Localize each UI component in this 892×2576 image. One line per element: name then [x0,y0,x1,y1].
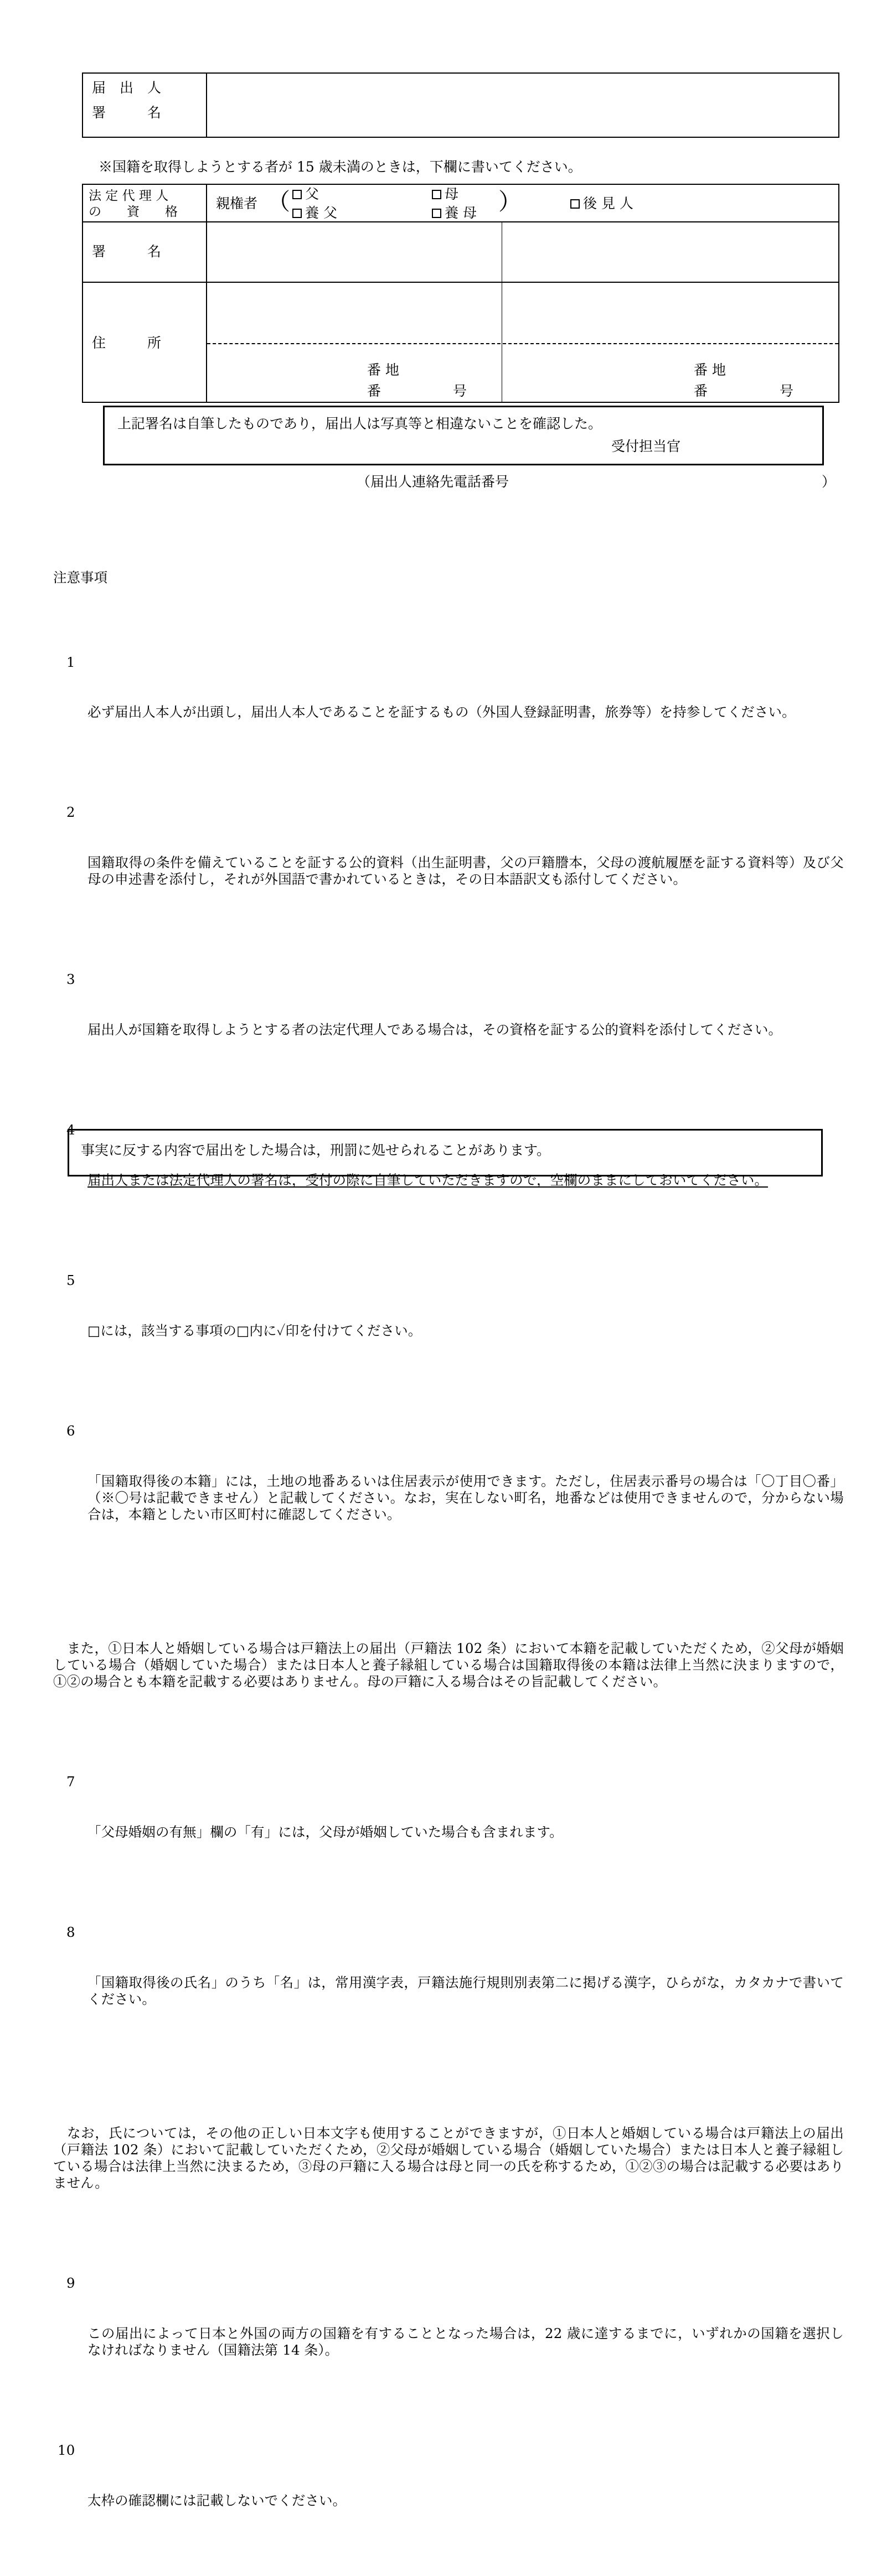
legal-rep-signature-input-left[interactable] [207,222,501,281]
note-number: 7 [66,1774,75,1790]
bangou-right-char-a: 番 [694,383,708,399]
checkbox-guardian[interactable] [570,196,633,212]
legal-rep-signature-input-right[interactable] [503,222,838,281]
note-number: 10 [58,2442,75,2459]
address-dashed-separator-right [503,343,838,344]
note-item [53,654,844,754]
parental-authority-paren-open: （ [267,188,291,215]
applicant-signature-label-line1: 届 出 人 [92,80,162,96]
note-item [53,971,844,1071]
note-text: 届出人が国籍を取得しようとする者の法定代理人である場合は，その資格を証する公的資料を添付してください。 [87,1022,782,1038]
note-text: 「父母婚姻の有無」欄の「有」には，父母が婚姻していた場合も含まれます。 [87,1823,563,1840]
checkbox-mother-box[interactable] [432,190,441,199]
phone-number-input[interactable] [570,471,825,491]
note-number: 1 [66,654,75,670]
legal-rep-signature-label: 署 名 [92,243,162,260]
confirmation-officer-label: 受付担当官 [611,438,681,454]
legal-rep-address-label: 住 所 [92,335,162,351]
bangou-left-char-a: 番 [367,383,381,399]
note-number: 4 [66,1122,75,1138]
notes-section [53,519,844,2576]
checkbox-mother-label: 母 [445,186,459,202]
checkbox-mother[interactable] [432,186,458,203]
legal-rep-qualification-label-line1: 法 定 代 理 人 [89,189,169,203]
applicant-signature-input[interactable] [207,74,838,137]
penalty-statement: 事実に反する内容で届出をした場合は，刑罰に処せられることがあります。 [81,1142,551,1158]
phone-line-close: ） [822,474,836,490]
note-number: 3 [66,971,75,988]
under-15-note: ※国籍を取得しようとする者が 15 歳未満のときは，下欄に書いてください。 [99,159,582,175]
confirmation-box [103,406,824,465]
note-number: 9 [66,2275,75,2292]
note-text: 届出人または法定代理人の署名は，受付の際に自筆していただきますので，空欄のままにしておいてください。 [87,1172,769,1188]
note-number: 8 [66,1924,75,1941]
phone-line-open: （届出人連絡先電話番号 [357,474,509,490]
confirmation-statement: 上記署名は自筆したものであり，届出人は写真等と相違ないことを確認した。 [117,416,602,432]
note-text: 必ず届出人本人が出頭し，届出人本人であることを証するもの（外国人登録証明書，旅券等）を持参してください。 [87,704,796,721]
note-item [53,2275,844,2392]
note-text: また，①日本人と婚姻している場合は戸籍法上の届出（戸籍法 102 条）において本籍を記載していただくため，②父母が婚姻している場合（婚姻していた場合）または日本人と養子縁組している場合は国籍取得後の本籍は法律上当然に決まりますので，①②の場合とも本籍を記載する必要はありません。母の戸籍に入る場合はその旨記載してください。 [53,1640,844,1690]
legal-rep-address-input-right[interactable] [503,283,838,341]
address-dashed-separator-left [207,343,501,344]
note-text: 「国籍取得後の本籍」には，土地の地番あるいは住居表示が使用できます。ただし，住居表示番号の場合は「〇丁目〇番」（※〇号は記載できません）と記載してください。なお，実在しない町名，地番などは使用できませんので，分からない場合は，本籍としたい市区町村に確認してください。 [87,1473,844,1522]
bangou-left-char-b: 号 [452,383,467,399]
banchi-label-left: 番 地 [367,362,399,378]
note-item [53,1423,844,1557]
note-text: 「国籍取得後の氏名」のうち「名」は，常用漢字表，戸籍法施行規則別表第二に掲げる漢字，ひらがな，カタカナで書いてください。 [87,1974,844,2007]
checkbox-father-box[interactable] [292,190,302,199]
checkbox-guardian-label: 後 見 人 [583,195,633,211]
note-item-continuation [53,1606,844,1723]
checkbox-guardian-box[interactable] [570,199,580,209]
checkbox-foster-mother-label: 養 母 [445,205,477,221]
note-item [53,804,844,921]
bangou-label-left [367,383,467,400]
note-item [53,1774,844,1874]
note-number: 6 [66,1422,75,1439]
checkbox-foster-father-label: 養 父 [305,205,337,221]
note-text: □には，該当する事項の□内に✓印を付けてください。 [87,1322,422,1339]
notes-heading: 注意事項 [53,569,108,585]
applicant-signature-label-line2: 署 名 [92,105,162,121]
checkbox-foster-mother[interactable] [432,205,477,221]
banchi-label-right: 番 地 [694,362,726,378]
note-text: 国籍取得の条件を備えていることを証する公的資料（出生証明書，父の戸籍謄本，父母の渡航履歴を証する資料等）及び父母の申述書を添付し，それが外国語で書かれているときは，その日本語訳文も添付してください。 [87,854,844,888]
note-number: 2 [66,804,75,821]
bangou-right-char-b: 号 [779,383,793,399]
checkbox-foster-mother-box[interactable] [432,209,441,218]
note-item [53,1924,844,2041]
note-item [53,2442,844,2542]
checkbox-foster-father-box[interactable] [292,209,302,218]
checkbox-father-label: 父 [305,186,319,202]
checkbox-foster-father[interactable] [292,205,337,221]
parental-authority-label: 親権者 [216,195,258,211]
legal-rep-qualification-label-line2: の 資 格 [89,205,178,219]
note-text: この届出によって日本と外国の両方の国籍を有することとなった場合は，22 歳に達するまでに，いずれかの国籍を選択しなければなりません（国籍法第 14 条）。 [87,2325,844,2359]
note-item-continuation [53,2091,844,2225]
parental-authority-paren-close: ） [498,188,522,215]
checkbox-father[interactable] [292,186,319,203]
note-text: 太枠の確認欄には記載しないでください。 [87,2492,347,2508]
note-item [53,1272,844,1372]
note-number: 5 [66,1272,75,1289]
note-text: なお，氏については，その他の正しい日本文字も使用することができますが，①日本人と婚姻している場合は戸籍法上の届出（戸籍法 102 条）において記載していただくため，②父母が婚姻している場合（婚姻していた場合）または日本人と養子縁組している場合は法律上当然に決まるため，③母の戸籍に入る場合は母と同一の氏を称するため，①②③の場合は記載する必要はありません。 [53,2124,844,2191]
legal-rep-address-input-left[interactable] [207,283,501,341]
bangou-label-right [694,383,793,400]
